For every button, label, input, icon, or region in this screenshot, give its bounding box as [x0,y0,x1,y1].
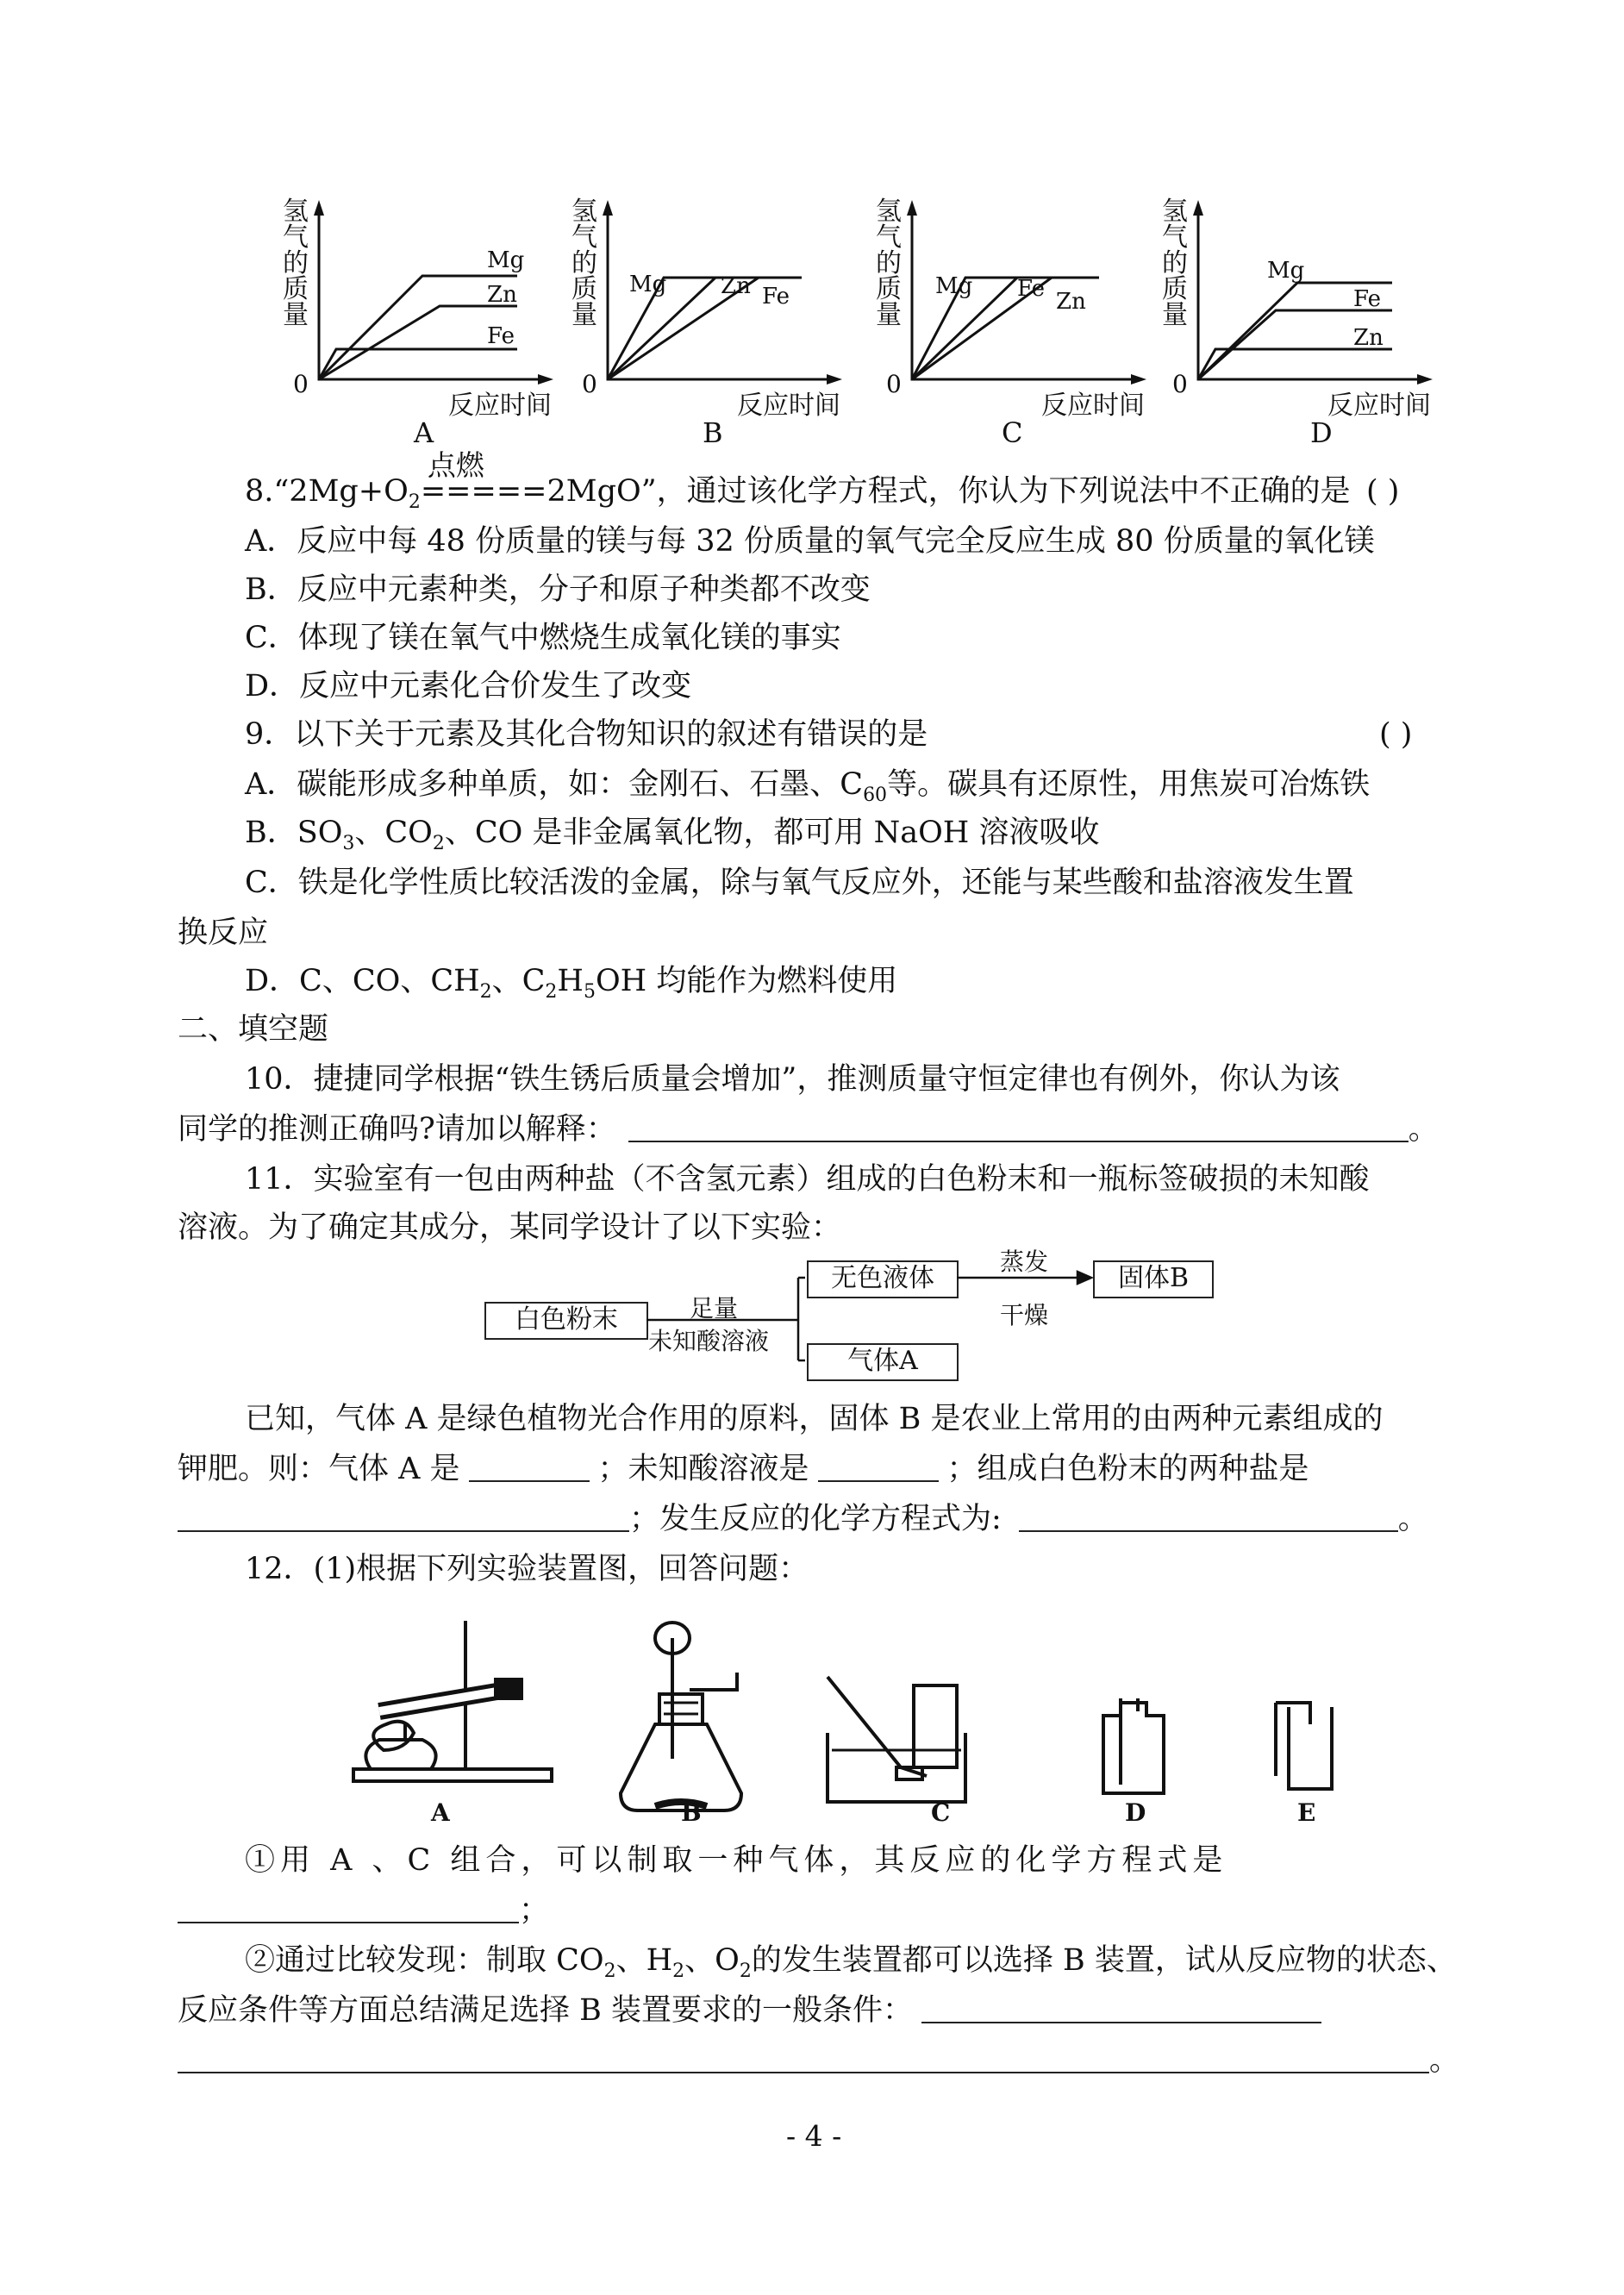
q8-option-d: D．反应中元素化合价发生了改变 [245,669,692,704]
equation-blank[interactable] [1019,1501,1398,1532]
x-axis-label: 反应时间 [1327,391,1431,421]
q9-option-c-line2: 换反应 [178,916,269,950]
panel-letter: C [1002,416,1023,449]
series-label-mg: Mg [487,247,525,273]
y-label-char: 的 [1162,248,1188,278]
series-label-zn: Zn [721,273,751,299]
y-label-char: 质 [283,274,309,304]
y-label-char: 氢 [1162,197,1188,227]
series-label-fe: Fe [762,284,790,310]
y-label-char: 量 [1162,300,1188,330]
q9-option-c-line1: C．铁是化学性质比较活泼的金属，除与氧气反应外，还能与某些酸和盐溶液发生置 [245,866,1354,900]
apparatus-label-c: C [931,1798,951,1827]
flow-box-gas: 气体A [807,1343,959,1381]
sub1-blank[interactable] [178,1892,519,1923]
q10-line2: 同学的推测正确吗?请加以解释： 。 [178,1112,1439,1147]
apparatus-label-d: D [1125,1798,1146,1827]
series-label-fe: Fe [1353,286,1382,312]
y-label-char: 氢 [572,197,597,227]
y-label-char: 气 [283,222,309,253]
y-label-char: 气 [876,222,902,253]
sub2-blank-1[interactable] [921,1992,1321,2023]
section-title: 二、填空题 [178,1012,329,1047]
q12-sub2-line2: 反应条件等方面总结满足选择 B 装置要求的一般条件： [178,1992,1321,2029]
series-label-mg: Mg [935,273,973,299]
series-label-zn: Zn [487,282,517,308]
y-label-char: 量 [876,300,902,330]
q11-line5: ；发生反应的化学方程式为: 。 [178,1500,1428,1538]
flow-box-white-powder: 白色粉末 [484,1302,648,1340]
origin-label: 0 [1172,370,1188,398]
q12-sub2-line3: 。 [178,2042,1459,2079]
q8-stem: $8.“2Mg+O_2$ 点燃 =====2MgO”，通过该化学方程式，你认为下列说法中不正确的是 [245,448,1351,513]
flow-label-dry: 干燥 [1000,1301,1049,1329]
series-label-zn: Zn [1353,325,1384,351]
y-label-char: 气 [572,222,597,253]
q9-stem: 9．以下关于元素及其化合物知识的叙述有错误的是 [245,717,928,752]
y-label-char: 量 [572,300,597,330]
q11-line4: 钾肥。则：气体 A 是 ；未知酸溶液是 ；组成白色粉末的两种盐是 [178,1452,1309,1486]
y-label-char: 气 [1162,222,1188,253]
apparatus-figure [0,1604,1624,1828]
x-axis-label: 反应时间 [1041,391,1145,421]
y-label-char: 的 [572,248,597,278]
q11-line3: 已知，气体 A 是绿色植物光合作用的原料，固体 B 是农业上常用的由两种元素组成的 [245,1402,1384,1436]
flow-label-sufficient: 足量 [690,1294,739,1323]
q12-line1: 12．(1)根据下列实验装置图，回答问题： [245,1552,809,1586]
y-label-char: 量 [283,300,309,330]
flow-box-liquid: 无色液体 [807,1260,959,1298]
origin-label: 0 [886,370,902,398]
apparatus-label-a: A [431,1798,450,1827]
series-label-mg: Mg [629,272,667,297]
flow-label-unknown-acid: 未知酸溶液 [648,1327,770,1355]
q8-bracket: ( ) [1366,474,1400,509]
q9-option-a: A．碳能形成多种单质，如：金刚石、石墨、$C_{60}$等。碳具有还原性，用焦炭可冶炼铁 [245,767,1371,806]
series-label-fe: Fe [487,323,515,349]
q8-option-a: A．反应中每 48 份质量的镁与每 32 份质量的氧气完全反应生成 80 份质量的氧化镁 [245,524,1375,559]
origin-label: 0 [293,370,309,398]
panel-letter: D [1310,416,1333,449]
x-axis-label: 反应时间 [448,391,552,421]
series-label-mg: Mg [1267,258,1305,284]
q8-option-b: B．反应中元素种类，分子和原子种类都不改变 [245,572,871,607]
y-label-char: 质 [1162,274,1188,304]
y-label-char: 质 [572,274,597,304]
q12-sub1: ①用 A 、C 组合，可以制取一种气体，其反应的化学方程式是 [245,1843,1228,1878]
sub2-blank-2[interactable] [178,2042,1429,2073]
acid-blank[interactable] [818,1451,939,1482]
gas-a-blank[interactable] [469,1451,590,1482]
q8-option-c: C．体现了镁在氧气中燃烧生成氧化镁的事实 [245,621,841,655]
q8-condition: 点燃 [427,448,484,482]
y-label-char: 的 [283,248,309,278]
flow-label-evaporate: 蒸发 [1000,1248,1049,1276]
y-label-char: 氢 [283,197,309,227]
salts-blank[interactable] [178,1501,629,1532]
y-label-char: 的 [876,248,902,278]
origin-label: 0 [582,370,597,398]
apparatus-label-b: B [681,1798,702,1827]
q11-line2: 溶液。为了确定其成分，某同学设计了以下实验： [178,1210,842,1245]
q11-line1: 11．实验室有一包由两种盐（不含氢元素）组成的白色粉末和一瓶标签破损的未知酸 [245,1162,1370,1197]
y-label-char: 氢 [876,197,902,227]
y-label-char: 质 [876,274,902,304]
page-number: - 4 - [786,2119,842,2153]
x-axis-label: 反应时间 [737,391,840,421]
q9-option-b: B．$SO_3$、$CO_2$、CO 是非金属氧化物，都可用 NaOH 溶液吸收 [245,816,1100,854]
q12-sub1-answer: ； [178,1892,549,1929]
apparatus-label-e: E [1297,1798,1316,1827]
q12-sub2: ②通过比较发现：制取 $CO_2$、$H_2$、$O_2$的发生装置都可以选择 B 装置，试从反应物的状态、 [245,1943,1457,1982]
q9-bracket: ( ) [1379,717,1413,752]
q9-option-d: D．C、CO、$CH_2$、$C_2H_5OH$ 均能作为燃料使用 [245,964,898,1003]
panel-letter: A [414,416,434,449]
q10-line1: 10．捷捷同学根据“铁生锈后质量会增加”，推测质量守恒定律也有例外，你认为该 [245,1062,1340,1097]
series-label-zn: Zn [1056,289,1086,315]
series-label-fe: Fe [1017,276,1046,302]
panel-letter: B [703,416,723,449]
flow-box-solid: 固体B [1093,1260,1214,1298]
